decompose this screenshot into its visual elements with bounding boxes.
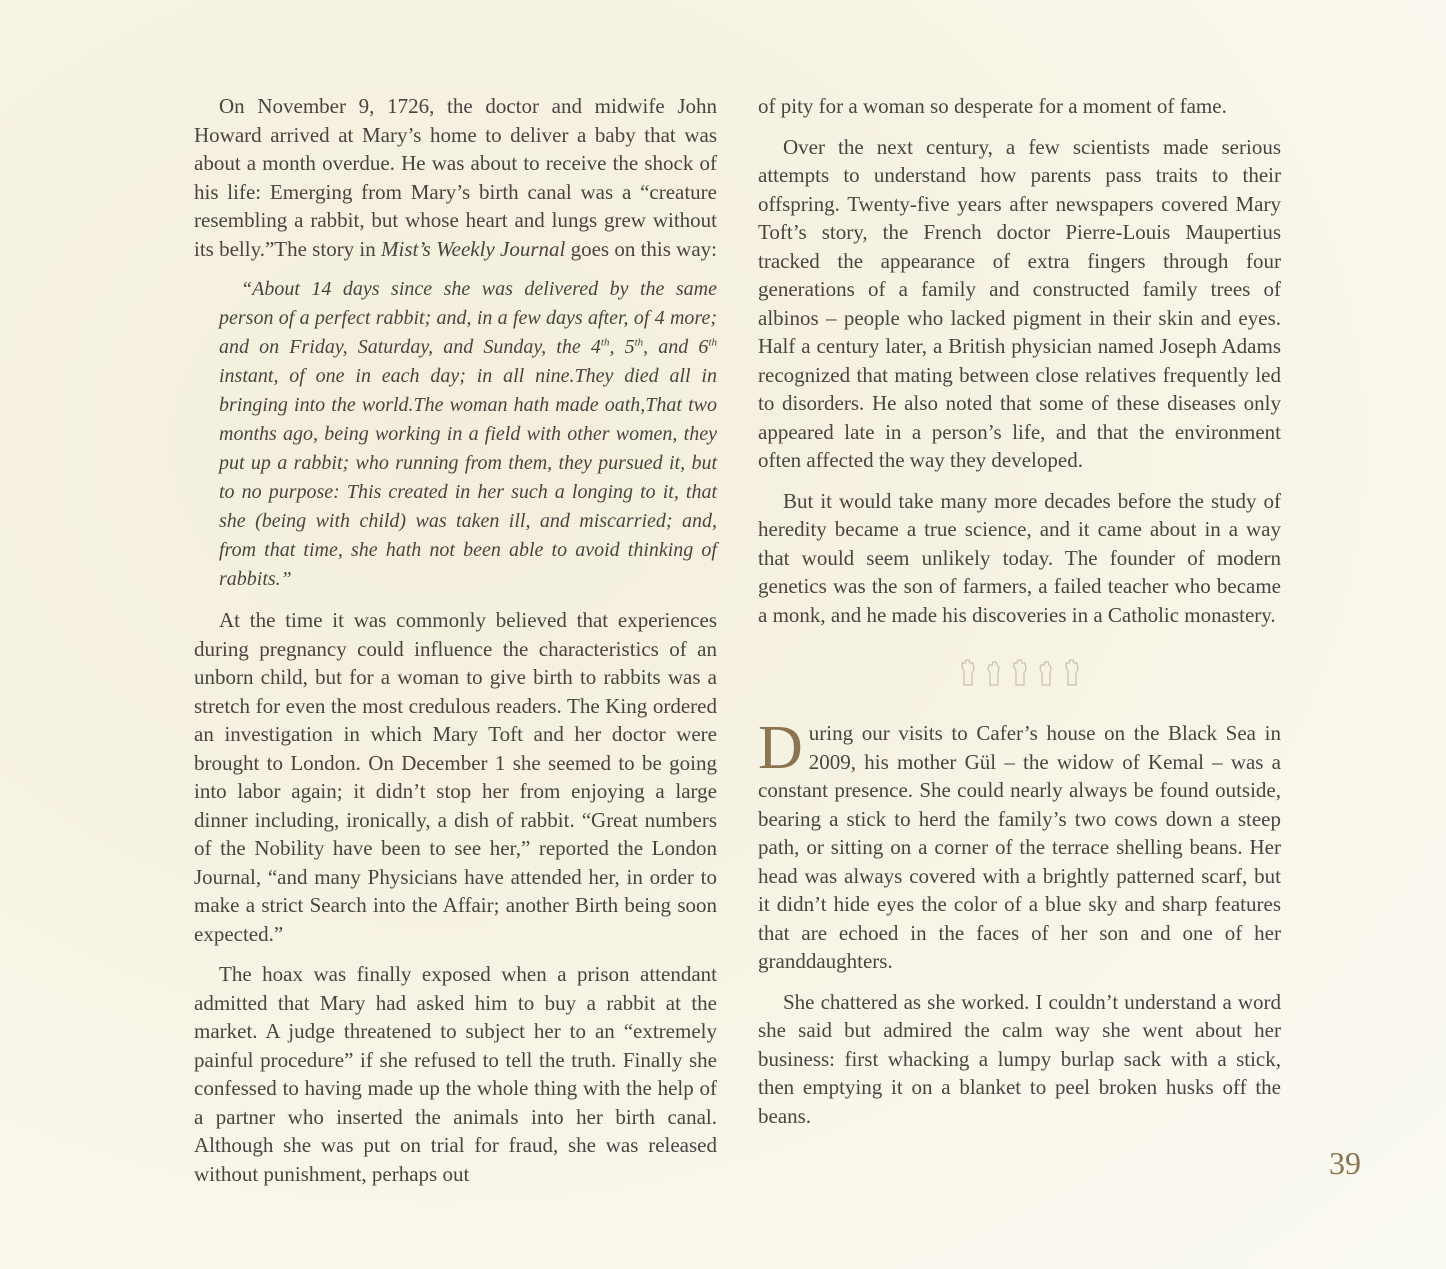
hand-icon bbox=[986, 659, 1002, 687]
right-column bbox=[758, 92, 1281, 1142]
hand-icon bbox=[1012, 659, 1028, 687]
paragraph-next-century: Over the next century, a few scientists made serious attempts to understand how parents pass traits to their offspring. Twenty-five years after newspapers covered Mary Toft’s story, the French doctor Pierre-Louis Maupertius tracked the appearance of extra fingers through four generations of a family and constructed family trees of albinos – people who lacked pigment in their skin and eyes. Half a century later, a British physician named Joseph Adams recognized that mating between close relatives frequently led to disorders. He also noted that some of these diseases only appeared late in a person’s life, and that the environment often affected the way they developed. bbox=[758, 134, 1281, 472]
paragraph-john-howard: On November 9, 1726, the doctor and midwife John Howard arrived at Mary’s home to deliver a baby that was about a month overdue. He was about to receive the shock of his life: Emerging from Mary’s birth canal was a “creature resembling a rabbit, but whose heart and lungs grew without its belly.”The story in Mist’s Weekly Journal goes on this way: bbox=[194, 94, 717, 261]
drop-cap: D bbox=[758, 714, 803, 782]
paragraph-cafer-mother: During our visits to Cafer’s house on the Black Sea in 2009, his mother Gül – the widow of Kemal – was a constant presence. She could nearly always be found outside, bearing a stick to herd the family’s two cows down a steep path, or sitting on a corner of the terrace shelling beans. Her head was always covered with a brightly patterned scarf, but it didn’t hide eyes the color of a blue sky and sharp features that are echoed in the faces of her son and one of her granddaughters. bbox=[758, 714, 1281, 973]
left-column bbox=[194, 92, 717, 1200]
hand-icon bbox=[1064, 659, 1080, 687]
paragraph-chattered: She chattered as she worked. I couldn’t understand a word she said but admired the calm way she went about her business: first whacking a lumpy burlap sack with a stick, then emptying it on a blanket to peel broken husks off the beans. bbox=[758, 989, 1281, 1128]
paragraph-hoax-exposed: The hoax was finally exposed when a prison attendant admitted that Mary had asked him to buy a rabbit at the market. A judge threatened to subject her to an “extremely painful procedure” if she refused to tell the truth. Finally she confessed to having made up the whole thing with the help of a partner who inserted the animals into her birth canal. Although she was put on trial for fraud, she was released without punishment, perhaps out bbox=[194, 962, 717, 1186]
block-quote: “About 14 days since she was delivered by the same person of a perfect rabbit; and, in a few days after, of 4 more; and on Friday, Saturday, and Sunday, the 4th, 5th, and 6th instant, of one in each day; in all nine.They died all in bringing into the world.The woman hath made oath,That two months ago, being working in a field with other women, they put up a rabbit; who running from them, they pursued it, but to no purpose: This created in her such a longing to it, that she (being with child) was taken ill, and miscarried; and, from that time, she hath not been able to avoid thinking of rabbits.” bbox=[219, 278, 717, 590]
paragraph-investigation: At the time it was commonly believed that experiences during pregnancy could influence the characteristics of an unborn child, but for a woman to give birth to rabbits was a stretch for even the most credulous readers. The King ordered an investigation in which Mary Toft and her doctor were brought to London. On December 1 she seemed to be going into labor again; it didn’t stop her from enjoying a large dinner including, ironically, a dish of rabbit. “Great numbers of the Nobility have been to see her,” reported the London Journal, “and many Physicians have attended her, in order to make a strict Search into the Affair; another Birth being soon expected.” bbox=[194, 608, 717, 946]
journal-title: Mist’s Weekly Journal bbox=[381, 236, 566, 261]
paragraph-continuation: of pity for a woman so desperate for a moment of fame. bbox=[758, 94, 1227, 118]
paragraph-heredity: But it would take many more decades before the study of heredity became a true science, and it came about in a way that would seem unlikely today. The founder of modern genetics was the son of farmers, a failed teacher who became a monk, and he made his discoveries in a Catholic monastery. bbox=[758, 488, 1281, 627]
page-number: 39 bbox=[1329, 1145, 1361, 1181]
section-divider bbox=[758, 647, 1281, 687]
hand-icon bbox=[1038, 659, 1054, 687]
hand-icon bbox=[960, 659, 976, 687]
